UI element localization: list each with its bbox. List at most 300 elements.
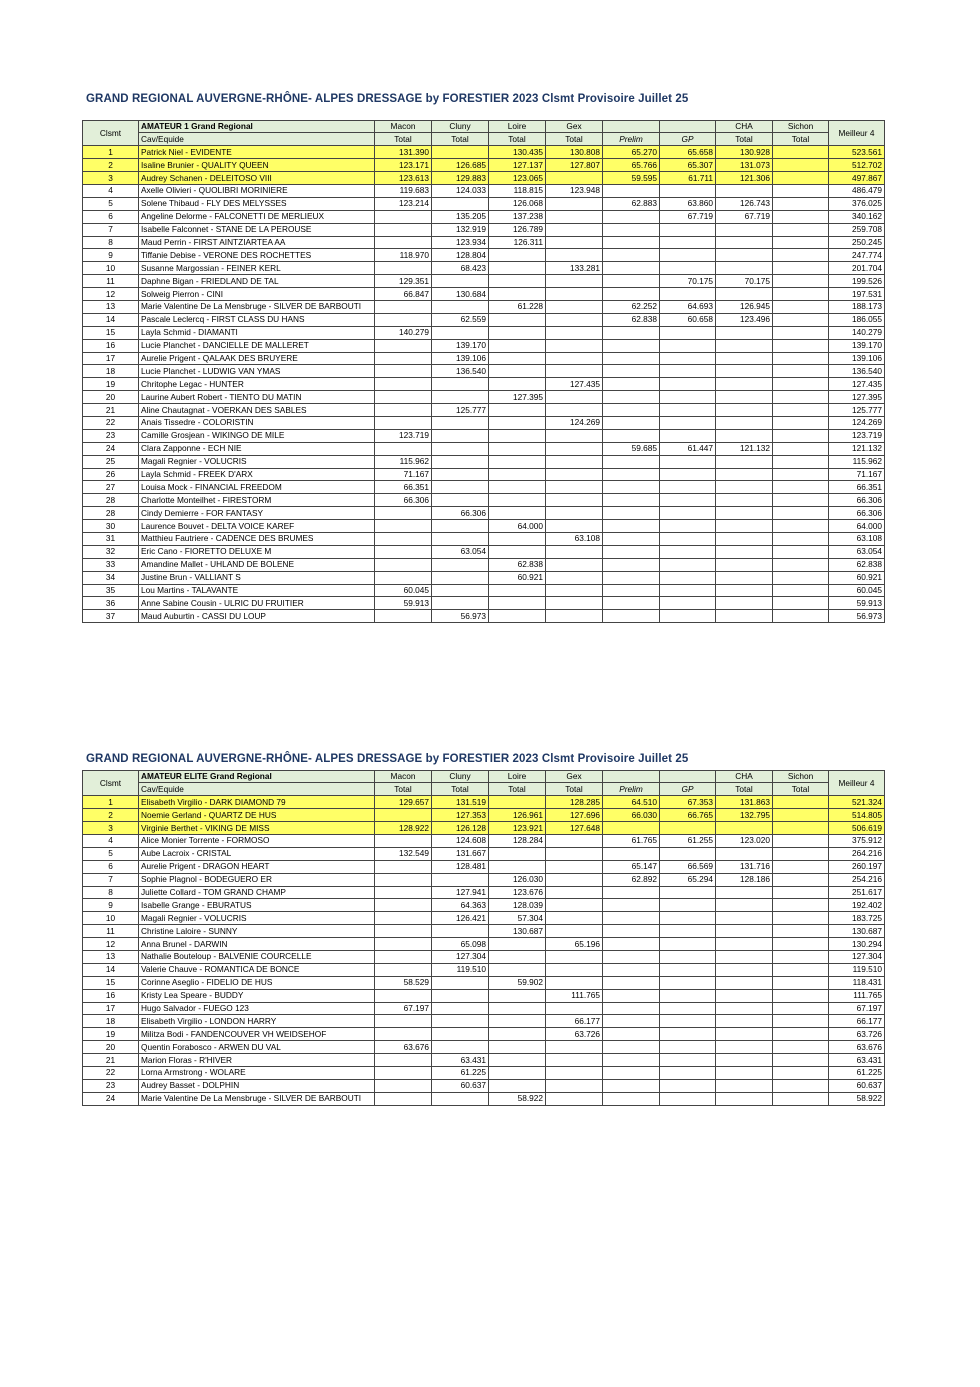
column-header: Loire: [489, 121, 546, 133]
score-cell: [375, 520, 432, 533]
score-cell: [716, 404, 773, 417]
score-cell: [546, 1002, 603, 1015]
column-subheader: Prelim: [603, 133, 660, 146]
best4-cell: 59.913: [829, 597, 885, 610]
table-row: [83, 873, 885, 886]
score-cell: [546, 365, 603, 378]
table-row: [83, 507, 885, 520]
best4-cell: 66.177: [829, 1015, 885, 1028]
score-cell: [603, 1092, 660, 1105]
score-cell: [660, 391, 716, 404]
score-cell: [375, 210, 432, 223]
score-cell: [716, 989, 773, 1002]
score-cell: 124.033: [432, 184, 489, 197]
score-cell: [660, 288, 716, 301]
score-cell: [432, 1092, 489, 1105]
score-cell: 61.255: [660, 834, 716, 847]
score-cell: [432, 1028, 489, 1041]
category-header: AMATEUR ELITE Grand Regional: [139, 771, 375, 783]
best4-cell: 486.479: [829, 184, 885, 197]
score-cell: [660, 950, 716, 963]
score-cell: [375, 1028, 432, 1041]
score-cell: [603, 571, 660, 584]
score-cell: [432, 1041, 489, 1054]
score-cell: [660, 429, 716, 442]
table-row: [83, 236, 885, 249]
score-cell: [546, 468, 603, 481]
rider-horse-cell: Marion Floras - R'HIVER: [139, 1054, 375, 1067]
score-cell: 67.719: [716, 210, 773, 223]
score-cell: [546, 610, 603, 623]
ranking-table: [82, 120, 885, 623]
score-cell: [489, 442, 546, 455]
table-row: [83, 796, 885, 809]
rank-cell: 22: [83, 416, 139, 429]
score-cell: [546, 873, 603, 886]
column-subheader: Total: [489, 133, 546, 146]
rider-horse-cell: Angeline Delorme - FALCONETTI DE MERLIEUX: [139, 210, 375, 223]
score-cell: [432, 481, 489, 494]
rank-cell: 10: [83, 912, 139, 925]
best4-cell: 66.306: [829, 494, 885, 507]
column-subheader: Total: [546, 133, 603, 146]
score-cell: [603, 558, 660, 571]
score-cell: [773, 468, 829, 481]
score-cell: [546, 1054, 603, 1067]
score-cell: [773, 834, 829, 847]
rider-horse-cell: Cindy Demierre - FOR FANTASY: [139, 507, 375, 520]
best4-cell: 66.306: [829, 507, 885, 520]
rank-cell: 28: [83, 494, 139, 507]
score-cell: [603, 520, 660, 533]
score-cell: [375, 1079, 432, 1092]
score-cell: [603, 481, 660, 494]
score-cell: [489, 365, 546, 378]
rider-horse-cell: Audrey Basset - DOLPHIN: [139, 1079, 375, 1092]
best4-cell: 139.170: [829, 339, 885, 352]
column-header: Loire: [489, 771, 546, 783]
best4-cell: 521.324: [829, 796, 885, 809]
score-cell: [603, 847, 660, 860]
best4-cell: 340.162: [829, 210, 885, 223]
section-title: GRAND REGIONAL AUVERGNE-RHÔNE- ALPES DRESSAGE by FORESTIER 2023 Clsmt Provisoire Juillet 25: [86, 93, 689, 105]
score-cell: [603, 249, 660, 262]
column-subheader: Total: [773, 133, 829, 146]
score-cell: 63.108: [546, 533, 603, 546]
best4-cell: 188.173: [829, 300, 885, 313]
score-cell: [546, 558, 603, 571]
score-cell: [546, 571, 603, 584]
rider-horse-cell: Anais Tissedre - COLORISTIN: [139, 416, 375, 429]
score-cell: [773, 429, 829, 442]
score-cell: [375, 442, 432, 455]
best4-cell: 514.805: [829, 809, 885, 822]
score-cell: [716, 223, 773, 236]
score-cell: [660, 404, 716, 417]
score-cell: [603, 822, 660, 835]
table-row: [83, 989, 885, 1002]
best4-cell: 63.054: [829, 545, 885, 558]
score-cell: [432, 275, 489, 288]
table-row: [83, 963, 885, 976]
best4-cell: 139.106: [829, 352, 885, 365]
score-cell: [432, 1015, 489, 1028]
score-cell: [773, 159, 829, 172]
score-cell: [375, 352, 432, 365]
score-cell: [546, 1066, 603, 1079]
rank-cell: 12: [83, 938, 139, 951]
score-cell: 65.270: [603, 146, 660, 159]
score-cell: [773, 1028, 829, 1041]
best4-cell: 123.719: [829, 429, 885, 442]
score-cell: [660, 1092, 716, 1105]
score-cell: [432, 326, 489, 339]
score-cell: [773, 262, 829, 275]
cav-header: Cav/Equide: [139, 783, 375, 796]
score-cell: [603, 912, 660, 925]
score-cell: [603, 950, 660, 963]
score-cell: [546, 352, 603, 365]
score-cell: [773, 963, 829, 976]
rank-cell: 17: [83, 1002, 139, 1015]
rank-cell: 14: [83, 313, 139, 326]
score-cell: [773, 146, 829, 159]
score-cell: [773, 300, 829, 313]
score-cell: 60.045: [375, 584, 432, 597]
score-cell: [716, 886, 773, 899]
table-row: [83, 455, 885, 468]
score-cell: 123.065: [489, 172, 546, 185]
score-cell: [432, 429, 489, 442]
rank-cell: 15: [83, 326, 139, 339]
rider-horse-cell: Anna Brunel - DARWIN: [139, 938, 375, 951]
score-cell: [603, 925, 660, 938]
rank-cell: 2: [83, 159, 139, 172]
rider-horse-cell: Camille Grosjean - WIKINGO DE MILE: [139, 429, 375, 442]
score-cell: 139.106: [432, 352, 489, 365]
rider-horse-cell: Solweig Pierron - CINI: [139, 288, 375, 301]
table-row: [83, 950, 885, 963]
score-cell: 66.765: [660, 809, 716, 822]
rider-horse-cell: Militza Bodi - FANDENCOUVER VH WEIDSEHOF: [139, 1028, 375, 1041]
best4-cell: 376.025: [829, 197, 885, 210]
score-cell: 127.395: [489, 391, 546, 404]
table-row: [83, 520, 885, 533]
score-cell: 64.363: [432, 899, 489, 912]
score-cell: [716, 938, 773, 951]
rank-cell: 26: [83, 468, 139, 481]
score-cell: [660, 507, 716, 520]
rank-cell: 24: [83, 1092, 139, 1105]
rank-cell: 9: [83, 899, 139, 912]
score-cell: 123.934: [432, 236, 489, 249]
score-cell: [375, 886, 432, 899]
score-cell: 131.667: [432, 847, 489, 860]
rider-horse-cell: Anne Sabine Cousin - ULRIC DU FRUITIER: [139, 597, 375, 610]
score-cell: 126.128: [432, 822, 489, 835]
score-cell: 65.658: [660, 146, 716, 159]
column-header: Sichon: [773, 121, 829, 133]
score-cell: 63.054: [432, 545, 489, 558]
table-row: [83, 494, 885, 507]
score-cell: [773, 1066, 829, 1079]
score-cell: [773, 533, 829, 546]
score-cell: [489, 1041, 546, 1054]
score-cell: [773, 584, 829, 597]
score-cell: [660, 184, 716, 197]
subheader-row: [83, 133, 885, 146]
rank-cell: 30: [83, 520, 139, 533]
score-cell: [716, 288, 773, 301]
score-cell: [375, 391, 432, 404]
score-cell: 126.421: [432, 912, 489, 925]
table-row: [83, 404, 885, 417]
best4-cell: 118.431: [829, 976, 885, 989]
score-cell: [716, 1079, 773, 1092]
score-cell: 123.171: [375, 159, 432, 172]
score-cell: 133.281: [546, 262, 603, 275]
score-cell: [375, 1066, 432, 1079]
score-cell: 65.196: [546, 938, 603, 951]
score-cell: [546, 391, 603, 404]
score-cell: [489, 468, 546, 481]
score-cell: [660, 1054, 716, 1067]
score-cell: [660, 886, 716, 899]
score-cell: [773, 378, 829, 391]
rank-cell: 14: [83, 963, 139, 976]
table-row: [83, 1041, 885, 1054]
score-cell: [716, 416, 773, 429]
rider-horse-cell: Nathalie Bouteloup - BALVENIE COURCELLE: [139, 950, 375, 963]
score-cell: [773, 313, 829, 326]
score-cell: [773, 912, 829, 925]
score-cell: [773, 989, 829, 1002]
score-cell: 65.098: [432, 938, 489, 951]
rider-horse-cell: Aurelie Prigent - QALAAK DES BRUYERE: [139, 352, 375, 365]
best4-cell: 136.540: [829, 365, 885, 378]
best4-cell: 115.962: [829, 455, 885, 468]
score-cell: 67.353: [660, 796, 716, 809]
score-cell: 64.693: [660, 300, 716, 313]
score-cell: [489, 533, 546, 546]
rank-cell: 17: [83, 352, 139, 365]
score-cell: [716, 339, 773, 352]
column-header: Macon: [375, 121, 432, 133]
score-cell: [773, 481, 829, 494]
score-cell: [546, 404, 603, 417]
table-row: [83, 597, 885, 610]
score-cell: [546, 300, 603, 313]
score-cell: [773, 520, 829, 533]
score-cell: 130.928: [716, 146, 773, 159]
table-row: [83, 339, 885, 352]
best4-cell: 119.510: [829, 963, 885, 976]
score-cell: 123.613: [375, 172, 432, 185]
score-cell: [660, 1015, 716, 1028]
score-cell: [773, 249, 829, 262]
score-cell: [432, 925, 489, 938]
score-cell: 128.285: [546, 796, 603, 809]
rider-horse-cell: Marie Valentine De La Mensbruge - SILVER DE BARBOUTI: [139, 300, 375, 313]
score-cell: [716, 365, 773, 378]
best4-cell: 201.704: [829, 262, 885, 275]
rank-cell: 21: [83, 1054, 139, 1067]
score-cell: [716, 326, 773, 339]
column-subheader: Total: [489, 783, 546, 796]
rider-horse-cell: Tiffanie Debise - VERONE DES ROCHETTES: [139, 249, 375, 262]
score-cell: [660, 1041, 716, 1054]
score-cell: 126.945: [716, 300, 773, 313]
score-cell: 59.595: [603, 172, 660, 185]
rank-cell: 1: [83, 146, 139, 159]
score-cell: [603, 223, 660, 236]
rider-horse-cell: Matthieu Fautriere - CADENCE DES BRUMES: [139, 533, 375, 546]
table-row: [83, 275, 885, 288]
score-cell: [432, 533, 489, 546]
table-row: [83, 416, 885, 429]
score-cell: 123.214: [375, 197, 432, 210]
score-cell: [660, 989, 716, 1002]
rider-horse-cell: Susanne Margossian - FEINER KERL: [139, 262, 375, 275]
rank-cell: 9: [83, 249, 139, 262]
rank-cell: 15: [83, 976, 139, 989]
score-cell: 64.000: [489, 520, 546, 533]
score-cell: [432, 455, 489, 468]
rider-horse-cell: Virginie Berthet - VIKING DE MISS: [139, 822, 375, 835]
score-cell: [489, 1002, 546, 1015]
score-cell: 140.279: [375, 326, 432, 339]
score-cell: 59.685: [603, 442, 660, 455]
best-header: Meilleur 4: [829, 121, 885, 146]
rank-cell: 16: [83, 989, 139, 1002]
rank-cell: 33: [83, 558, 139, 571]
score-cell: [546, 197, 603, 210]
score-cell: 119.683: [375, 184, 432, 197]
score-cell: 62.559: [432, 313, 489, 326]
score-cell: [773, 886, 829, 899]
score-cell: [603, 184, 660, 197]
best4-cell: 60.921: [829, 571, 885, 584]
score-cell: 128.284: [489, 834, 546, 847]
score-cell: [773, 1002, 829, 1015]
score-cell: [489, 288, 546, 301]
table-row: [83, 159, 885, 172]
score-cell: 129.883: [432, 172, 489, 185]
score-cell: [432, 873, 489, 886]
score-cell: 128.804: [432, 249, 489, 262]
best4-cell: 60.045: [829, 584, 885, 597]
score-cell: [773, 507, 829, 520]
best-header: Meilleur 4: [829, 771, 885, 796]
table-row: [83, 288, 885, 301]
rider-horse-cell: Amandine Mallet - UHLAND DE BOLENE: [139, 558, 375, 571]
table-row: [83, 442, 885, 455]
best4-cell: 197.531: [829, 288, 885, 301]
column-subheader: Total: [375, 783, 432, 796]
score-cell: [716, 1092, 773, 1105]
score-cell: 66.847: [375, 288, 432, 301]
score-cell: [489, 275, 546, 288]
score-cell: 70.175: [660, 275, 716, 288]
score-cell: 137.238: [489, 210, 546, 223]
score-cell: [489, 326, 546, 339]
rider-horse-cell: Marie Valentine De La Mensbruge - SILVER DE BARBOUTI: [139, 1092, 375, 1105]
score-cell: 126.685: [432, 159, 489, 172]
score-cell: [489, 1028, 546, 1041]
score-cell: [489, 610, 546, 623]
best4-cell: 71.167: [829, 468, 885, 481]
score-cell: [773, 210, 829, 223]
score-cell: 126.068: [489, 197, 546, 210]
score-cell: 62.252: [603, 300, 660, 313]
column-header: Macon: [375, 771, 432, 783]
best4-cell: 67.197: [829, 1002, 885, 1015]
score-cell: [375, 416, 432, 429]
score-cell: 132.549: [375, 847, 432, 860]
rider-horse-cell: Aline Chautagnat - VOERKAN DES SABLES: [139, 404, 375, 417]
score-cell: [603, 963, 660, 976]
score-cell: 61.711: [660, 172, 716, 185]
score-cell: [546, 584, 603, 597]
score-cell: [603, 533, 660, 546]
score-cell: [432, 468, 489, 481]
score-cell: [546, 275, 603, 288]
score-cell: [660, 481, 716, 494]
score-cell: [660, 236, 716, 249]
best4-cell: 375.912: [829, 834, 885, 847]
best4-cell: 127.395: [829, 391, 885, 404]
score-cell: [716, 899, 773, 912]
score-cell: 66.569: [660, 860, 716, 873]
table-row: [83, 197, 885, 210]
score-cell: [660, 610, 716, 623]
table-row: [83, 809, 885, 822]
score-cell: [716, 391, 773, 404]
column-subheader: Total: [716, 133, 773, 146]
score-cell: [773, 197, 829, 210]
table-row: [83, 313, 885, 326]
table-row: [83, 1066, 885, 1079]
score-cell: [432, 976, 489, 989]
rider-horse-cell: Lucie Planchet - DANCIELLE DE MALLERET: [139, 339, 375, 352]
score-cell: [603, 210, 660, 223]
rank-cell: 19: [83, 378, 139, 391]
score-cell: [489, 938, 546, 951]
best4-cell: 247.774: [829, 249, 885, 262]
rank-cell: 6: [83, 860, 139, 873]
score-cell: [489, 989, 546, 1002]
rider-horse-cell: Elisabeth Virgilio - LONDON HARRY: [139, 1015, 375, 1028]
best4-cell: 127.304: [829, 950, 885, 963]
column-header: [660, 121, 716, 133]
score-cell: [773, 1079, 829, 1092]
score-cell: [375, 223, 432, 236]
score-cell: [603, 1054, 660, 1067]
rank-cell: 37: [83, 610, 139, 623]
category-header: AMATEUR 1 Grand Regional: [139, 121, 375, 133]
rider-horse-cell: Isabelle Grange - EBURATUS: [139, 899, 375, 912]
column-header: [603, 771, 660, 783]
score-cell: [603, 468, 660, 481]
score-cell: 70.175: [716, 275, 773, 288]
best4-cell: 124.269: [829, 416, 885, 429]
score-cell: 127.648: [546, 822, 603, 835]
score-cell: 125.777: [432, 404, 489, 417]
best4-cell: 125.777: [829, 404, 885, 417]
score-cell: 126.961: [489, 809, 546, 822]
score-cell: [603, 416, 660, 429]
best4-cell: 63.726: [829, 1028, 885, 1041]
